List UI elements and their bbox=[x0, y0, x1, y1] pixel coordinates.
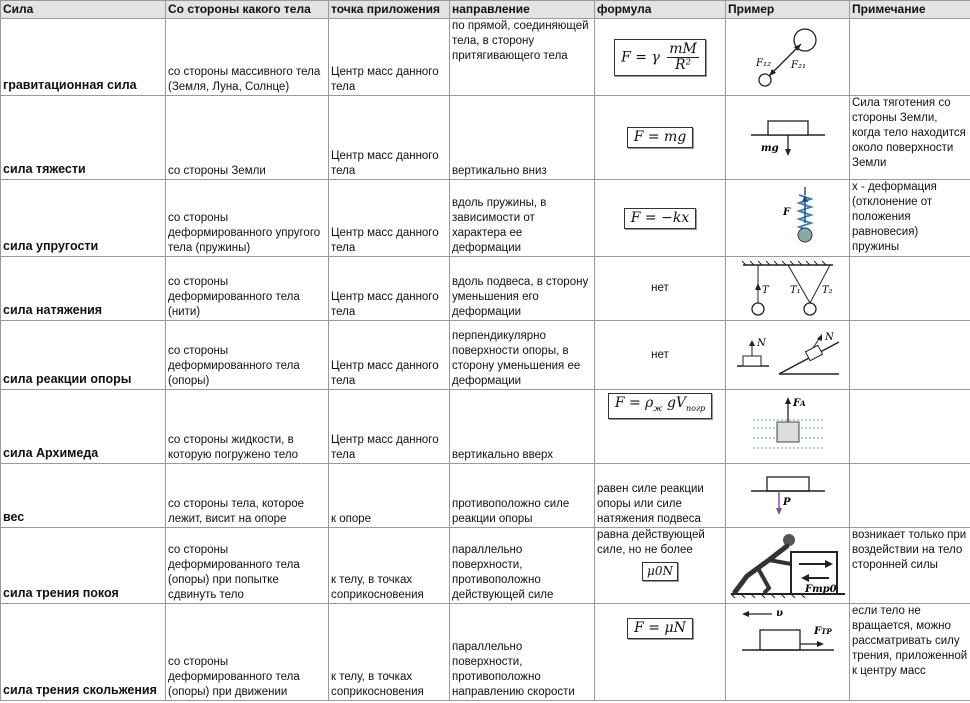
header-source: Со стороны какого тела bbox=[166, 1, 329, 19]
header-formula: формула bbox=[595, 1, 726, 19]
force-formula: нет bbox=[595, 257, 726, 321]
force-point: Центр масс данного тела bbox=[329, 96, 450, 180]
table-row bbox=[1, 390, 970, 464]
svg-text:T₁: T₁ bbox=[789, 284, 801, 296]
force-name: сила натяжения bbox=[1, 257, 166, 321]
formula-box: F = mg bbox=[627, 127, 694, 148]
force-formula bbox=[595, 180, 726, 257]
force-note: x - деформация (отклонение от положения равновесия) пружины bbox=[850, 180, 970, 257]
sliding-friction-diagram bbox=[738, 604, 838, 664]
force-note: Сила тяготения со стороны Земли, когда тело находится около поверхности Земли bbox=[850, 96, 970, 180]
example-sliding-friction bbox=[726, 604, 850, 701]
force-direction: по прямой, соединяющей тела, в сторону притягивающего тела bbox=[450, 19, 595, 96]
force-note: если тело не вращается, можно рассматривать силу трения, приложенной к центру масс bbox=[850, 604, 970, 701]
force-direction: противоположно силе реакции опоры bbox=[450, 464, 595, 528]
table-row bbox=[1, 257, 970, 321]
gravitation-diagram bbox=[743, 22, 833, 92]
svg-text:N: N bbox=[824, 332, 834, 343]
force-name: сила Архимеда bbox=[1, 390, 166, 464]
force-point: к телу, в точках соприкосновения bbox=[329, 528, 450, 604]
svg-text:P: P bbox=[782, 496, 791, 508]
svg-text:F₂₁: F₂₁ bbox=[790, 60, 806, 71]
force-formula bbox=[595, 390, 726, 464]
static-friction-diagram bbox=[729, 530, 847, 602]
force-source: со стороны тела, которое лежит, висит на опоре bbox=[166, 464, 329, 528]
svg-text:Fтр0: Fтр0 bbox=[804, 583, 837, 595]
table-row bbox=[1, 528, 970, 604]
header-force: Сила bbox=[1, 1, 166, 19]
force-formula bbox=[595, 604, 726, 701]
svg-text:F₁₂: F₁₂ bbox=[755, 58, 771, 69]
example-gravity bbox=[726, 96, 850, 180]
svg-text:T: T bbox=[761, 284, 769, 296]
example-gravitation bbox=[726, 19, 850, 96]
gravity-block-diagram bbox=[743, 113, 833, 163]
tension-diagram bbox=[738, 259, 838, 319]
force-point: Центр масс данного тела bbox=[329, 257, 450, 321]
force-point: Центр масс данного тела bbox=[329, 390, 450, 464]
force-note bbox=[850, 321, 970, 390]
force-formula bbox=[595, 96, 726, 180]
force-source: со стороны массивного тела (Земля, Луна, Солнце) bbox=[166, 19, 329, 96]
force-point: Центр масс данного тела bbox=[329, 180, 450, 257]
svg-text:F: F bbox=[782, 207, 790, 218]
force-formula: нет bbox=[595, 321, 726, 390]
force-name: сила тяжести bbox=[1, 96, 166, 180]
example-weight bbox=[726, 464, 850, 528]
force-formula bbox=[595, 528, 726, 604]
example-archimedes bbox=[726, 390, 850, 464]
formula-box: F = −kx bbox=[624, 208, 696, 229]
force-direction: вертикально вверх bbox=[450, 390, 595, 464]
archimedes-diagram bbox=[743, 394, 833, 459]
force-direction: параллельно поверхности, противоположно действующей силе bbox=[450, 528, 595, 604]
svg-text:FTP: FTP bbox=[813, 626, 832, 637]
force-direction: параллельно поверхности, противоположно направлению скорости bbox=[450, 604, 595, 701]
force-source: со стороны деформированного упругого тела (пружины) bbox=[166, 180, 329, 257]
force-source: со стороны деформированного тела (нити) bbox=[166, 257, 329, 321]
formula-box: μ0N bbox=[642, 562, 678, 581]
header-point: точка приложения bbox=[329, 1, 450, 19]
force-note bbox=[850, 257, 970, 321]
formula-box: F = γ $\frac{mM}{\text{R²}}$ bbox=[614, 39, 706, 76]
force-formula bbox=[595, 19, 726, 96]
table-row bbox=[1, 19, 970, 96]
force-direction: вдоль пружины, в зависимости от характера ее деформации bbox=[450, 180, 595, 257]
force-note bbox=[850, 464, 970, 528]
example-spring bbox=[726, 180, 850, 257]
force-name: сила упругости bbox=[1, 180, 166, 257]
force-source: со стороны Земли bbox=[166, 96, 329, 180]
formula-box: F = μN bbox=[627, 618, 693, 639]
weight-diagram bbox=[743, 471, 833, 521]
force-source: со стороны деформированного тела (опоры) при движении bbox=[166, 604, 329, 701]
table-row bbox=[1, 321, 970, 390]
table-row bbox=[1, 96, 970, 180]
force-name: гравитационная сила bbox=[1, 19, 166, 96]
header-note: Примечание bbox=[850, 1, 970, 19]
force-name: сила трения скольжения bbox=[1, 604, 166, 701]
force-name: сила трения покоя bbox=[1, 528, 166, 604]
force-direction: вдоль подвеса, в сторону уменьшения его деформации bbox=[450, 257, 595, 321]
force-direction: вертикально вниз bbox=[450, 96, 595, 180]
force-note: возникает только при воздействии на тело сторонней силы bbox=[850, 528, 970, 604]
force-source: со стороны жидкости, в которую погружено тело bbox=[166, 390, 329, 464]
example-normal bbox=[726, 321, 850, 390]
force-point: к телу, в точках соприкосновения bbox=[329, 604, 450, 701]
force-name: вес bbox=[1, 464, 166, 528]
force-point: Центр масс данного тела bbox=[329, 19, 450, 96]
example-tension bbox=[726, 257, 850, 321]
header-direction: направление bbox=[450, 1, 595, 19]
table-row bbox=[1, 180, 970, 257]
formula-box: $F = \rho_ж$ $gV_{погр}$ bbox=[608, 393, 712, 419]
svg-text:T₂: T₂ bbox=[821, 284, 833, 296]
force-name: сила реакции опоры bbox=[1, 321, 166, 390]
table-row bbox=[1, 604, 970, 701]
svg-text:FA: FA bbox=[792, 398, 806, 409]
force-note bbox=[850, 19, 970, 96]
force-note bbox=[850, 390, 970, 464]
formula-text: равна действующей силе, но не более bbox=[597, 529, 705, 556]
svg-text:υ: υ bbox=[775, 608, 783, 619]
force-point: к опоре bbox=[329, 464, 450, 528]
header-example: Пример bbox=[726, 1, 850, 19]
force-formula: равен силе реакции опоры или силе натяжения подвеса bbox=[595, 464, 726, 528]
force-point: Центр масс данного тела bbox=[329, 321, 450, 390]
svg-text:N: N bbox=[756, 338, 766, 349]
table-row bbox=[1, 464, 970, 528]
header-row bbox=[1, 1, 970, 19]
force-source: со стороны деформированного тела (опоры) bbox=[166, 321, 329, 390]
normal-force-diagram bbox=[733, 330, 843, 380]
force-direction: перпендикулярно поверхности опоры, в сторону уменьшения ее деформации bbox=[450, 321, 595, 390]
spring-diagram bbox=[743, 183, 833, 253]
svg-text:mg: mg bbox=[760, 142, 779, 154]
example-static-friction bbox=[726, 528, 850, 604]
force-source: со стороны деформированного тела (опоры) при попытке сдвинуть тело bbox=[166, 528, 329, 604]
